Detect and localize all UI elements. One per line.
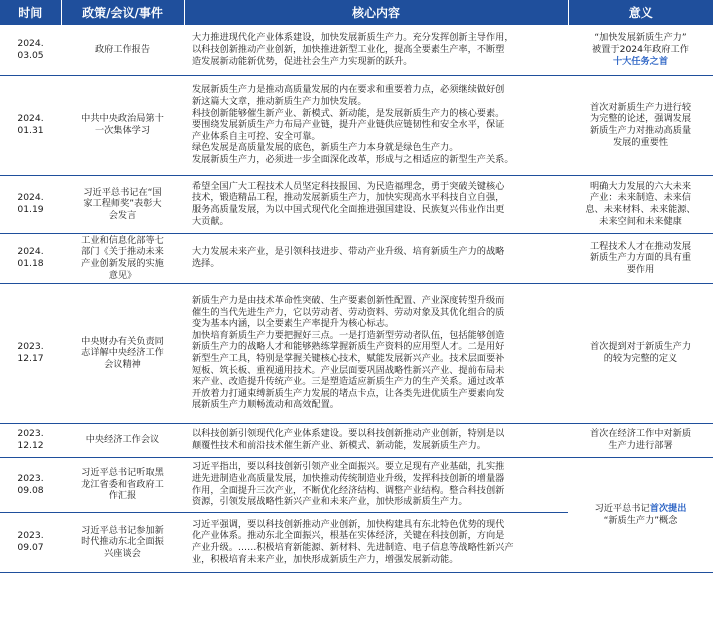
policy-cell <box>61 457 184 512</box>
meaning-cell-merged <box>568 457 713 572</box>
content-cell <box>184 283 568 423</box>
meaning-line: 的较为完整的定义 <box>603 353 678 364</box>
meaning-line: 首次对新质生产力进行较 <box>589 101 692 113</box>
table-header-row <box>0 0 713 25</box>
content-line: 产业体系自主可控、安全可靠。 <box>192 130 321 142</box>
date-text: 2023. <box>17 472 44 484</box>
content-line: 大贡献。 <box>192 215 229 227</box>
meaning-cell <box>568 423 713 457</box>
meaning-line: 未来空间和未来健康 <box>599 215 682 227</box>
header-meaning: 意义 <box>568 0 713 25</box>
date-text: 12.12 <box>17 440 44 451</box>
date-text: 09.07 <box>17 542 44 553</box>
date-cell <box>0 512 61 572</box>
content-line: 颠覆性技术和前沿技术催生新产业、新模式、新动能，发展新质生产力。 <box>192 440 486 451</box>
policy-text: 兴座谈会 <box>104 547 141 559</box>
date-cell <box>0 423 61 457</box>
policy-cell <box>61 175 184 233</box>
content-line: 大力发展未来产业，是引领科技进步、带动产业升级、培育新质生产力的战略 <box>192 246 505 258</box>
policy-text: 产业创新发展的实施 <box>81 258 164 269</box>
content-cell <box>184 175 568 233</box>
meaning-line: 产业：未来制造、未来信 <box>589 192 692 204</box>
policy-text: 工业和信息化部等七 <box>81 234 164 246</box>
content-line: 新质生产力的战略人才和能够熟练掌握新质生产资料的应用型人才。二是用好 <box>192 341 505 353</box>
policy-cell <box>61 512 184 572</box>
policy-text: 志详解中央经济工作 <box>81 347 164 359</box>
content-line: 新质生产力是由技术革命性突破、生产要素创新性配置、产业深度转型升级而 <box>192 295 505 307</box>
content-line: 技术，锻造精品工程，推动发展新质生产力，加快实现高水平科技自立自强， <box>192 192 505 204</box>
meaning-line: 为完整的论述，强调发展 <box>589 113 692 125</box>
content-line: 希望全国广大工程技术人员坚定科技报国、为民造福理念，勇于突破关键核心 <box>192 180 505 192</box>
content-line: 加快培育新质生产力要把握好三点。一是打造新型劳动者队伍，包括能够创造 <box>192 329 505 341</box>
date-text: 03.05 <box>17 49 44 61</box>
content-line: 变为基本内涵，以全要素生产率提升为核心标志。 <box>192 318 395 330</box>
policy-text: 会发言 <box>108 209 137 221</box>
policy-text: 中共中央政治局第十 <box>81 113 164 125</box>
meaning-cell <box>568 25 713 75</box>
policy-text: 一次集体学习 <box>94 125 151 136</box>
content-line: 以科技创新推动产业创新，加快推进新型工业化，提高全要素生产率，不断塑 <box>192 43 505 55</box>
date-cell <box>0 283 61 423</box>
meaning-highlight: 首次提出 <box>649 502 687 514</box>
content-line: 展新质生产力顺畅流动和高效配置。 <box>192 399 339 411</box>
content-cell <box>184 25 568 75</box>
date-cell <box>0 457 61 512</box>
date-text: 2023. <box>17 530 44 542</box>
meaning-line: 要作用 <box>626 263 655 275</box>
date-text: 01.31 <box>17 125 44 136</box>
content-line: 化产业体系。推动东北全面振兴，根基在实体经济，关键在科技创新，方向是 <box>192 530 505 542</box>
policy-text: 会议精神 <box>104 358 141 370</box>
content-line: 造发展新动能新优势，促进社会生产力实现新的跃升。 <box>192 55 413 67</box>
policy-text: 龙江省委和省政府工 <box>81 478 164 490</box>
table-row <box>0 457 713 512</box>
content-line: 绿色发展是高质量发展的底色，新质生产力本身就是绿色生产力。 <box>192 142 459 154</box>
meaning-line: 被置于2024年政府工作 <box>592 43 689 55</box>
date-text: 2024. <box>17 192 44 204</box>
content-line: 产业升级。……积极培育新能源、新材料、先进制造、电子信息等战略性新兴产 <box>192 542 514 553</box>
date-text: 09.08 <box>17 484 44 496</box>
table-row <box>0 175 713 233</box>
content-line: 开放着力打通束缚新质生产力发展的堵点卡点，让各类先进优质生产要素向发 <box>192 387 505 399</box>
meaning-text: 习近平总书记 <box>594 502 650 514</box>
date-text: 2023. <box>17 341 44 353</box>
content-line: 资源，引领发展战略性新兴产业和未来产业，加快形成新质生产力。 <box>192 496 468 508</box>
meaning-line: 明确大力发展的六大未来 <box>589 180 692 192</box>
date-cell <box>0 25 61 75</box>
content-line: 新型生产工具，特别是掌握关键核心技术，赋能发展新兴产业。技术层面要补 <box>192 353 505 364</box>
content-cell <box>184 423 568 457</box>
content-line: 来产业、改造提升传统产业。三是塑造适应新质生产力的生产关系。通过改革 <box>192 376 505 388</box>
content-line: 选择。 <box>192 258 220 269</box>
date-cell <box>0 175 61 233</box>
table-row <box>0 233 713 283</box>
meaning-line: 发展的重要性 <box>612 136 669 148</box>
meaning-cell <box>568 283 713 423</box>
date-text: 2024. <box>17 246 44 258</box>
policy-cell <box>61 233 184 283</box>
policy-text: 政府工作报告 <box>94 43 151 55</box>
policy-text: 中央经济工作会议 <box>85 434 160 446</box>
content-cell <box>184 457 568 512</box>
content-line: 以科技创新引领现代化产业体系建设。要以科技创新推动产业创新，特别是以 <box>192 428 505 440</box>
date-text: 2023. <box>17 428 44 440</box>
content-line: 发展新质生产力是推动高质量发展的内在要求和重要着力点，必须继续做好创 <box>192 84 505 96</box>
meaning-line: 工程技术人才在推动发展 <box>589 240 692 252</box>
header-time: 时间 <box>0 0 61 25</box>
meaning-cell <box>568 233 713 283</box>
policy-text: 习近平总书记听取黑 <box>81 467 164 479</box>
content-cell <box>184 512 568 572</box>
content-line: 进先进制造业高质量发展，加快推动传统制造业升级，发挥科技创新的增量器 <box>192 472 505 484</box>
content-line: 发展新质生产力，必须进一步全面深化改革，形成与之相适应的新型生产关系。 <box>192 153 514 165</box>
content-line: 大力推进现代化产业体系建设，加快发展新质生产力。充分发挥创新主导作用， <box>192 32 514 44</box>
meaning-line: “加快发展新质生产力” <box>594 32 687 44</box>
policy-text: 家工程师奖”表彰大 <box>83 198 162 210</box>
content-line: 习近平指出，要以科技创新引领产业全面振兴。要立足现有产业基础，扎实推 <box>192 461 505 473</box>
content-line: 服务高质量发展，为以中国式现代化全面推进强国建设、民族复兴伟业作出更 <box>192 204 505 215</box>
content-cell <box>184 75 568 175</box>
content-line: 习近平强调，要以科技创新推动产业创新，加快构建具有东北特色优势的现代 <box>192 518 505 530</box>
date-text: 2024. <box>17 113 44 125</box>
policy-cell <box>61 283 184 423</box>
meaning-line <box>574 503 707 515</box>
policy-text: 习近平总书记参加新 <box>81 524 164 536</box>
policy-cell <box>61 423 184 457</box>
content-cell <box>184 233 568 283</box>
date-text: 01.19 <box>17 204 44 215</box>
meaning-line: 新质生产力对推动高质量 <box>589 125 692 136</box>
meaning-line: “新质生产力”概念 <box>603 514 678 526</box>
date-text: 12.17 <box>17 353 44 364</box>
date-cell <box>0 233 61 283</box>
date-text: 2024. <box>17 38 44 50</box>
meaning-cell <box>568 175 713 233</box>
policy-text: 中央财办有关负责同 <box>81 335 164 347</box>
table-row <box>0 423 713 457</box>
content-line: 催生的当代先进生产力，它以劳动者、劳动资料、劳动对象及其优化组合的质 <box>192 306 505 318</box>
policy-cell <box>61 75 184 175</box>
meaning-line: 新质生产力方面的具有重 <box>589 252 692 264</box>
table-row <box>0 283 713 423</box>
date-text: 01.18 <box>17 258 44 269</box>
policy-text: 作汇报 <box>108 490 137 502</box>
policy-text: 时代推动东北全面振 <box>81 536 164 548</box>
policy-cell <box>61 25 184 75</box>
meaning-cell <box>568 75 713 175</box>
table-row <box>0 25 713 75</box>
content-line: 科技创新能够催生新产业、新模式、新动能，是发展新质生产力的核心要素。 <box>192 107 505 119</box>
content-line: 短板、筑长板、重视通用技术。产业层面要巩固战略性新兴产业、提前布局未 <box>192 364 505 376</box>
header-policy: 政策/会议/事件 <box>61 0 184 25</box>
policy-text: 习近平总书记在“国 <box>83 186 162 198</box>
meaning-line: 首次提到对于新质生产力 <box>589 341 692 353</box>
policy-text: 意见》 <box>108 269 137 281</box>
table-row <box>0 75 713 175</box>
content-line: 要围绕发展新质生产力布局产业链，提升产业链供应链韧性和安全水平，保证 <box>192 119 505 131</box>
policy-text: 部门《关于推动未来 <box>81 246 164 258</box>
meaning-line: 息、未来材料、未来能源、 <box>585 204 696 215</box>
header-content: 核心内容 <box>184 0 568 25</box>
content-line: 业，积极培育未来产业，加快形成新质生产力，增强发展新动能。 <box>192 553 459 565</box>
meaning-highlight: 十大任务之首 <box>612 55 669 67</box>
content-line: 新这篇大文章，推动新质生产力加快发展。 <box>192 96 367 108</box>
date-cell <box>0 75 61 175</box>
meaning-line: 首次在经济工作中对新质 <box>589 428 692 440</box>
meaning-line: 生产力进行部署 <box>608 440 673 451</box>
content-line: 作用，全面提升三次产业，不断优化经济结构、调整产业结构。整合科技创新 <box>192 484 505 496</box>
